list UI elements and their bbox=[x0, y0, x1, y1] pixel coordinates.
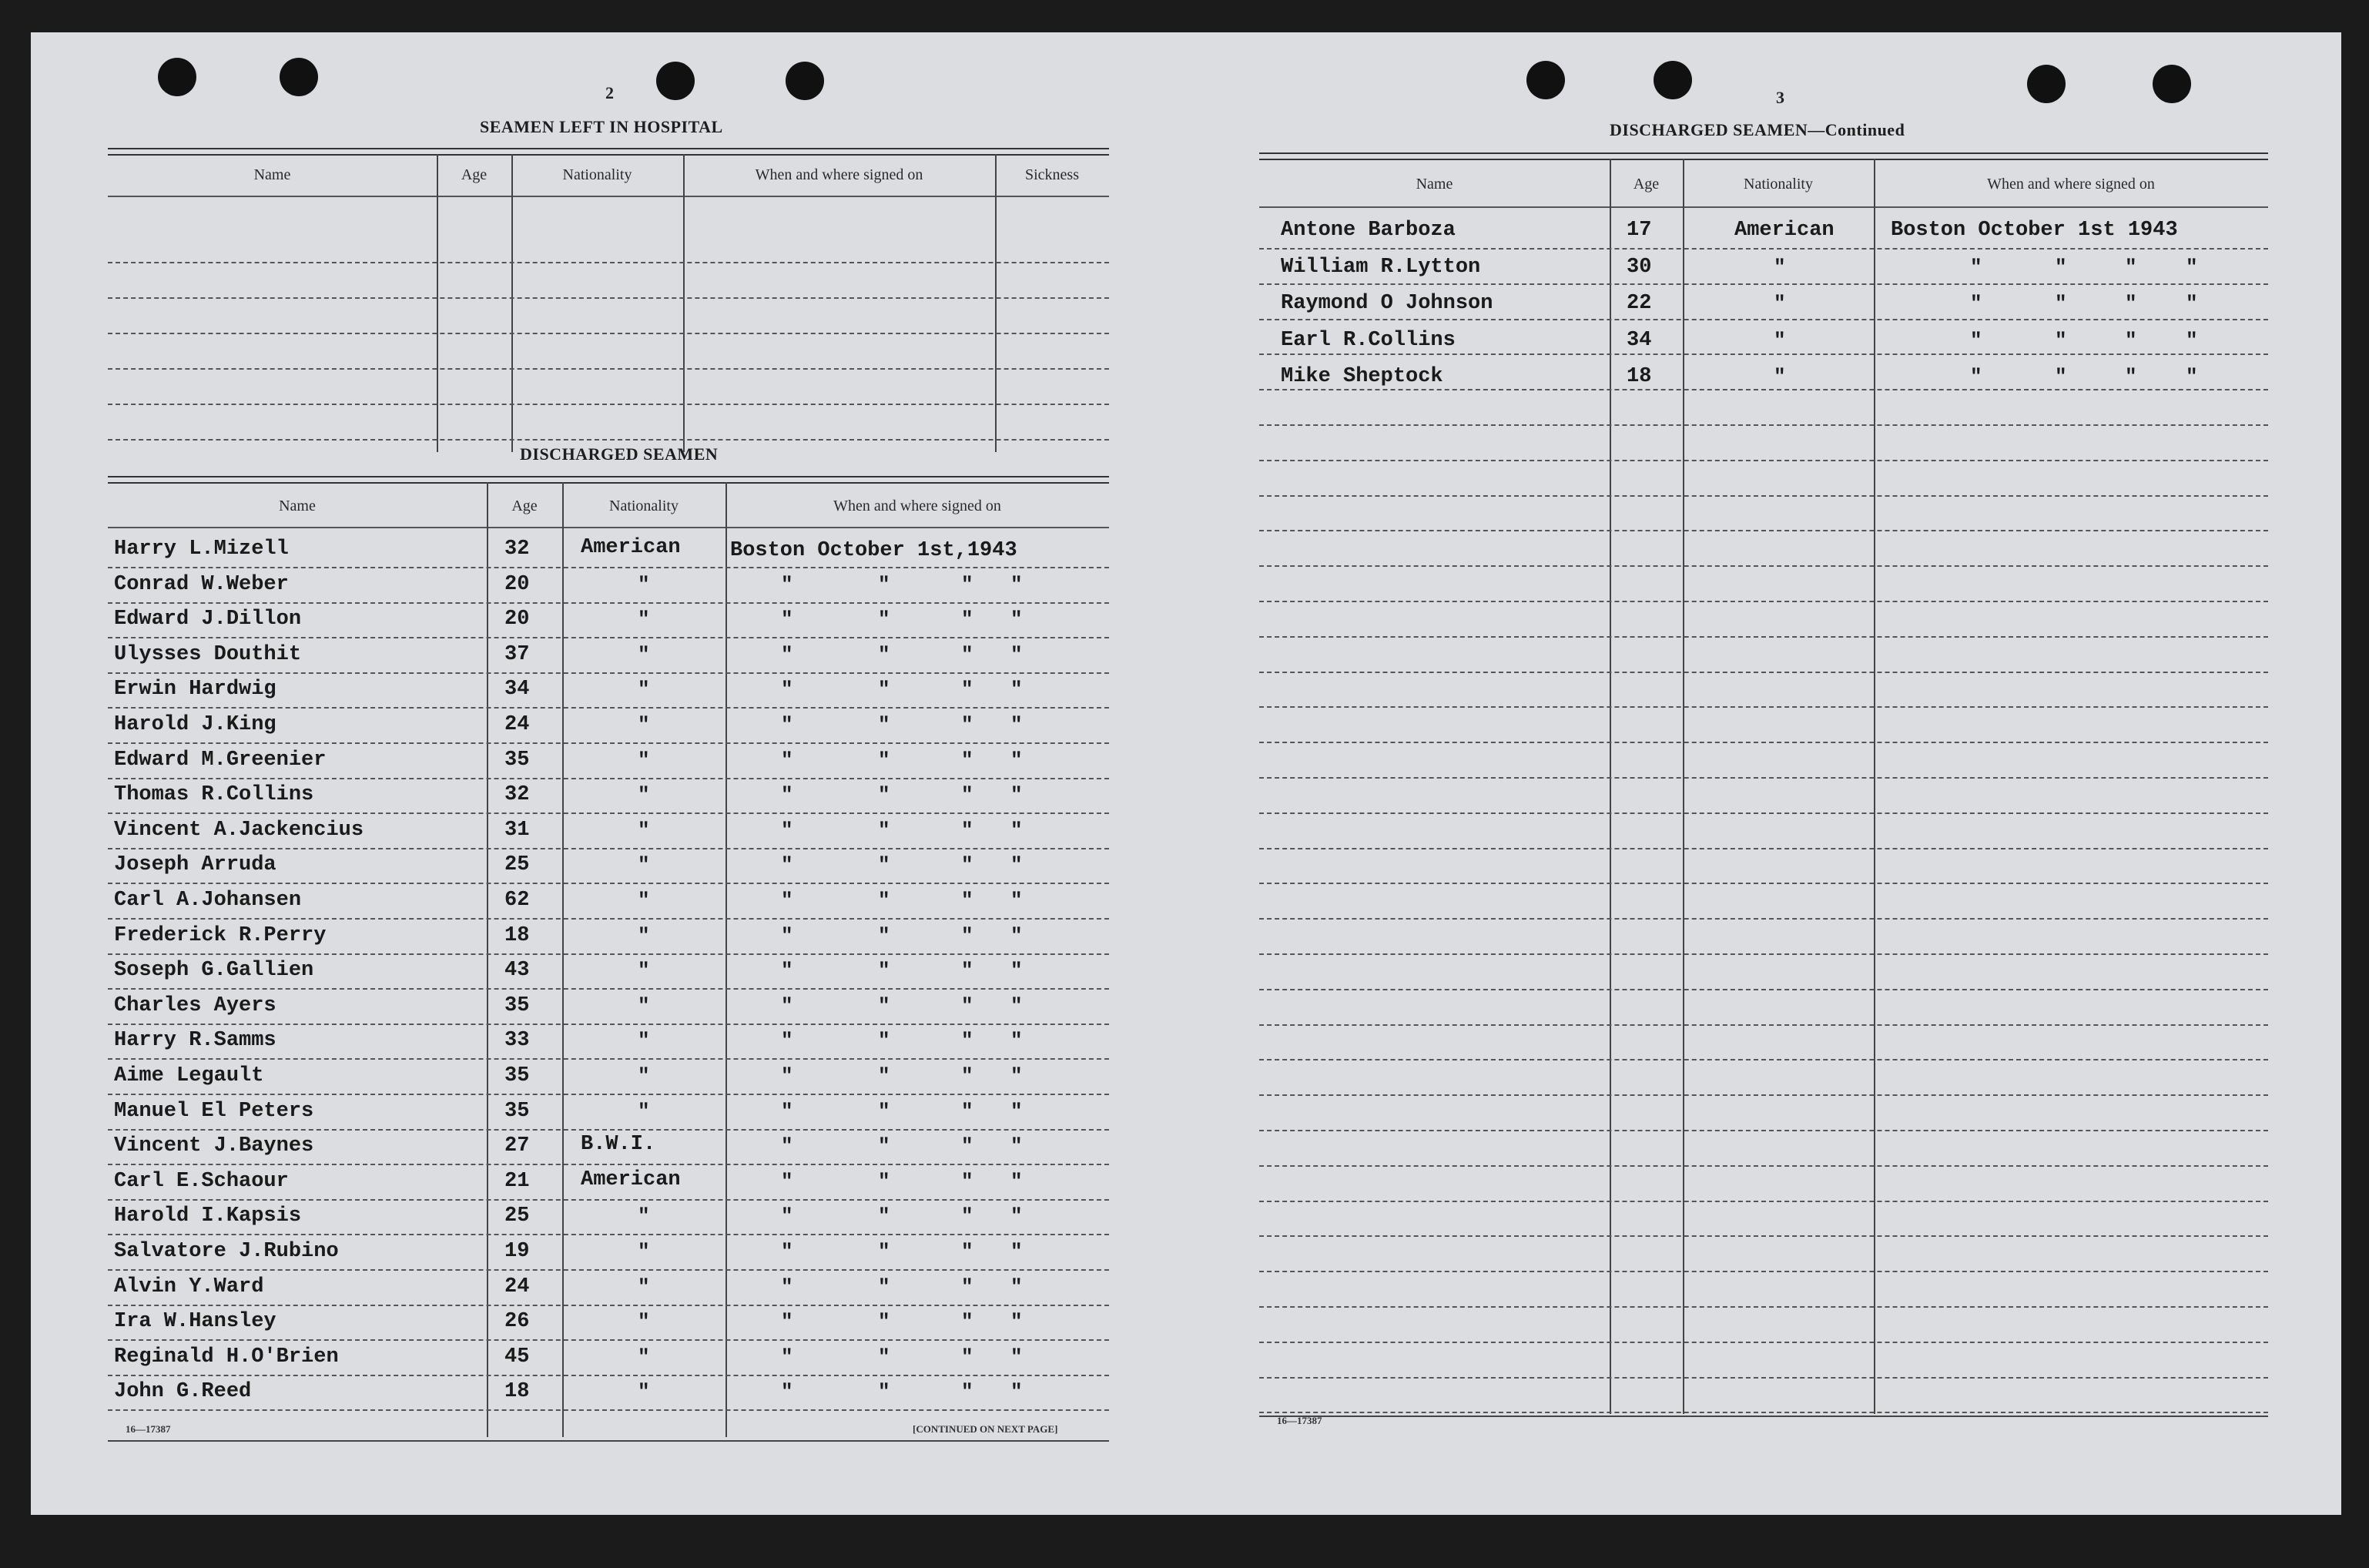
ditto-mark: " bbox=[781, 642, 793, 666]
punch-hole bbox=[2027, 65, 2066, 103]
ditto-mark: " bbox=[1010, 642, 1023, 666]
ditto-mark: " bbox=[961, 608, 973, 632]
ditto-mark: " bbox=[638, 678, 650, 702]
ditto-mark: " bbox=[878, 1134, 890, 1158]
seaman-age: 45 bbox=[504, 1345, 530, 1369]
seaman-name: Aime Legault bbox=[114, 1064, 264, 1087]
col-header-signed-on: When and where signed on bbox=[755, 166, 923, 183]
seaman-age: 18 bbox=[504, 1380, 530, 1404]
seaman-name: Conrad W.Weber bbox=[114, 572, 289, 596]
ditto-mark: " bbox=[961, 1380, 973, 1404]
ditto-mark: " bbox=[1010, 1134, 1023, 1158]
seaman-age: 22 bbox=[1627, 292, 1652, 315]
ditto-mark: " bbox=[878, 1099, 890, 1123]
ditto-mark: " bbox=[781, 1310, 793, 1334]
ditto-mark: " bbox=[878, 748, 890, 772]
title-main: DISCHARGED SEAMEN bbox=[1610, 120, 1808, 139]
seaman-name: Thomas R.Collins bbox=[114, 783, 314, 807]
ditto-mark: " bbox=[878, 572, 890, 596]
punch-hole bbox=[280, 58, 318, 96]
ditto-mark: " bbox=[961, 1275, 973, 1298]
ditto-mark: " bbox=[1970, 328, 1982, 352]
ditto-mark: " bbox=[961, 572, 973, 596]
seaman-age: 32 bbox=[504, 538, 530, 561]
ditto-mark: " bbox=[2055, 255, 2067, 279]
ditto-mark: " bbox=[2055, 365, 2067, 388]
ditto-mark: " bbox=[1010, 713, 1023, 736]
continued-note: [CONTINUED ON NEXT PAGE] bbox=[913, 1423, 1058, 1435]
ditto-mark: " bbox=[961, 993, 973, 1017]
seaman-age: 20 bbox=[504, 572, 530, 596]
ditto-mark: " bbox=[961, 1204, 973, 1228]
col-header-age: Age bbox=[511, 498, 538, 514]
seaman-age: 32 bbox=[504, 783, 530, 807]
ditto-mark: " bbox=[1010, 783, 1023, 807]
ditto-mark: " bbox=[1010, 572, 1023, 596]
ditto-mark: " bbox=[1774, 292, 1786, 315]
ditto-mark: " bbox=[638, 1029, 650, 1053]
ditto-mark: " bbox=[638, 1099, 650, 1123]
ditto-mark: " bbox=[961, 713, 973, 736]
seaman-name: Alvin Y.Ward bbox=[114, 1275, 264, 1298]
col-header-nationality: Nationality bbox=[1744, 176, 1813, 193]
punch-hole bbox=[2153, 65, 2191, 103]
ditto-mark: " bbox=[638, 748, 650, 772]
seaman-name: Carl E.Schaour bbox=[114, 1169, 289, 1193]
seaman-age: 34 bbox=[1627, 328, 1652, 352]
ditto-mark: " bbox=[878, 1169, 890, 1193]
ditto-mark: " bbox=[638, 642, 650, 666]
ditto-mark: " bbox=[2125, 292, 2137, 315]
ditto-mark: " bbox=[781, 1380, 793, 1404]
ditto-mark: " bbox=[638, 572, 650, 596]
ditto-mark: " bbox=[1010, 1169, 1023, 1193]
seaman-age: 43 bbox=[504, 959, 530, 983]
ditto-mark: " bbox=[1010, 1345, 1023, 1369]
seaman-name: Carl A.Johansen bbox=[114, 889, 302, 912]
ditto-mark: " bbox=[781, 1099, 793, 1123]
ditto-mark: " bbox=[781, 959, 793, 983]
ditto-mark: " bbox=[638, 923, 650, 947]
ditto-mark: " bbox=[2055, 292, 2067, 315]
ditto-mark: " bbox=[1010, 1275, 1023, 1298]
ditto-mark: " bbox=[1970, 255, 1982, 279]
ditto-mark: " bbox=[1010, 853, 1023, 877]
page-number: 3 bbox=[1776, 88, 1784, 107]
ditto-mark: " bbox=[878, 818, 890, 842]
ditto-mark: " bbox=[2125, 365, 2137, 388]
seaman-age: 20 bbox=[504, 608, 530, 632]
ditto-mark: " bbox=[2186, 292, 2198, 315]
ditto-mark: " bbox=[1774, 255, 1786, 279]
punch-hole bbox=[158, 58, 196, 96]
ditto-mark: " bbox=[1010, 1310, 1023, 1334]
seaman-nationality: American bbox=[1734, 219, 1835, 242]
col-header-name: Name bbox=[253, 166, 291, 183]
ditto-mark: " bbox=[2055, 328, 2067, 352]
ditto-mark: " bbox=[2186, 365, 2198, 388]
ditto-mark: " bbox=[961, 678, 973, 702]
ditto-mark: " bbox=[638, 993, 650, 1017]
seaman-age: 35 bbox=[504, 748, 530, 772]
form-code: 16—17387 bbox=[126, 1423, 171, 1435]
ditto-mark: " bbox=[961, 748, 973, 772]
ditto-mark: " bbox=[638, 713, 650, 736]
ditto-mark: " bbox=[781, 1064, 793, 1087]
seaman-age: 35 bbox=[504, 1099, 530, 1123]
seaman-name: Ulysses Douthit bbox=[114, 642, 302, 666]
seaman-age: 17 bbox=[1627, 219, 1652, 242]
ditto-mark: " bbox=[781, 608, 793, 632]
ditto-mark: " bbox=[878, 1204, 890, 1228]
ditto-mark: " bbox=[2125, 255, 2137, 279]
seaman-name: Harold J.King bbox=[114, 713, 276, 736]
ditto-mark: " bbox=[961, 1345, 973, 1369]
ditto-mark: " bbox=[961, 1134, 973, 1158]
ditto-mark: " bbox=[1010, 889, 1023, 912]
ditto-mark: " bbox=[1010, 1064, 1023, 1087]
col-header-name: Name bbox=[1416, 176, 1453, 193]
ditto-mark: " bbox=[1010, 748, 1023, 772]
ditto-mark: " bbox=[1010, 1029, 1023, 1053]
seaman-name: Frederick R.Perry bbox=[114, 923, 327, 947]
ditto-mark: " bbox=[1010, 1380, 1023, 1404]
seaman-name: Vincent A.Jackencius bbox=[114, 818, 364, 842]
col-header-sickness: Sickness bbox=[1025, 166, 1079, 183]
discharged-continued-title bbox=[1610, 120, 1905, 140]
page-number: 2 bbox=[605, 83, 614, 102]
ditto-mark: " bbox=[878, 678, 890, 702]
ditto-mark: " bbox=[1010, 1240, 1023, 1263]
ditto-mark: " bbox=[781, 993, 793, 1017]
ditto-mark: " bbox=[961, 1029, 973, 1053]
seaman-name: Reginald H.O'Brien bbox=[114, 1345, 339, 1369]
ditto-mark: " bbox=[638, 1064, 650, 1087]
seaman-age: 35 bbox=[504, 1064, 530, 1087]
ditto-mark: " bbox=[878, 1275, 890, 1298]
ditto-mark: " bbox=[781, 923, 793, 947]
seaman-name: Harold I.Kapsis bbox=[114, 1204, 302, 1228]
seaman-age: 18 bbox=[1627, 365, 1652, 388]
ditto-mark: " bbox=[1010, 959, 1023, 983]
ditto-mark: " bbox=[961, 889, 973, 912]
ditto-mark: " bbox=[878, 1064, 890, 1087]
ditto-mark: " bbox=[878, 1029, 890, 1053]
hospital-section-title: SEAMEN LEFT IN HOSPITAL bbox=[480, 117, 723, 136]
seaman-age: 21 bbox=[504, 1169, 530, 1193]
ditto-mark: " bbox=[961, 1310, 973, 1334]
ditto-mark: " bbox=[638, 1240, 650, 1263]
ditto-mark: " bbox=[781, 1275, 793, 1298]
ditto-mark: " bbox=[638, 853, 650, 877]
seaman-age: 25 bbox=[504, 853, 530, 877]
ditto-mark: " bbox=[1010, 608, 1023, 632]
seaman-age: 35 bbox=[504, 993, 530, 1017]
ditto-mark: " bbox=[2186, 328, 2198, 352]
ditto-mark: " bbox=[781, 783, 793, 807]
seaman-age: 33 bbox=[504, 1029, 530, 1053]
ditto-mark: " bbox=[961, 959, 973, 983]
ditto-mark: " bbox=[961, 1240, 973, 1263]
ditto-mark: " bbox=[2125, 328, 2137, 352]
ditto-mark: " bbox=[781, 748, 793, 772]
seaman-name: Antone Barboza bbox=[1281, 219, 1456, 242]
punch-hole bbox=[656, 62, 695, 100]
seaman-name: Earl R.Collins bbox=[1281, 328, 1456, 352]
seaman-age: 18 bbox=[504, 923, 530, 947]
ditto-mark: " bbox=[878, 1310, 890, 1334]
ditto-mark: " bbox=[638, 1310, 650, 1334]
ditto-mark: " bbox=[878, 923, 890, 947]
seaman-name: Edward M.Greenier bbox=[114, 748, 327, 772]
seaman-nationality: American bbox=[581, 1168, 681, 1191]
ditto-mark: " bbox=[1010, 923, 1023, 947]
col-header-name: Name bbox=[279, 498, 316, 514]
ditto-mark: " bbox=[961, 642, 973, 666]
seaman-name: Manuel El Peters bbox=[114, 1099, 314, 1123]
ditto-mark: " bbox=[781, 1345, 793, 1369]
seaman-age: 34 bbox=[504, 678, 530, 702]
ditto-mark: " bbox=[1010, 1204, 1023, 1228]
seaman-nationality: American bbox=[581, 536, 681, 559]
ditto-mark: " bbox=[961, 1099, 973, 1123]
seaman-name: Mike Sheptock bbox=[1281, 365, 1443, 388]
seaman-age: 27 bbox=[504, 1134, 530, 1158]
ditto-mark: " bbox=[781, 1134, 793, 1158]
seaman-nationality: B.W.I. bbox=[581, 1133, 656, 1157]
ditto-mark: " bbox=[638, 959, 650, 983]
seaman-name: Raymond O Johnson bbox=[1281, 292, 1493, 315]
ditto-mark: " bbox=[781, 1204, 793, 1228]
ditto-mark: " bbox=[1774, 328, 1786, 352]
ditto-mark: " bbox=[1010, 678, 1023, 702]
ditto-mark: " bbox=[1970, 292, 1982, 315]
ditto-mark: " bbox=[961, 1064, 973, 1087]
seaman-name: Salvatore J.Rubino bbox=[114, 1240, 339, 1263]
ditto-mark: " bbox=[2186, 255, 2198, 279]
hospital-table bbox=[108, 148, 1109, 452]
seaman-name: Ira W.Hansley bbox=[114, 1310, 276, 1334]
ditto-mark: " bbox=[638, 608, 650, 632]
col-header-signed-on: When and where signed on bbox=[833, 498, 1001, 514]
seaman-age: 24 bbox=[504, 1275, 530, 1298]
seaman-age: 25 bbox=[504, 1204, 530, 1228]
punch-hole bbox=[786, 62, 824, 100]
ditto-mark: " bbox=[1970, 365, 1982, 388]
ditto-mark: " bbox=[638, 1380, 650, 1404]
form-code: 16—17387 bbox=[1277, 1415, 1322, 1426]
ditto-mark: " bbox=[638, 1204, 650, 1228]
ditto-mark: " bbox=[878, 713, 890, 736]
seaman-name: Harry R.Samms bbox=[114, 1029, 276, 1053]
ditto-mark: " bbox=[878, 642, 890, 666]
signed-on: Boston October 1st 1943 bbox=[1891, 219, 2178, 242]
seaman-name: Soseph G.Gallien bbox=[114, 959, 314, 983]
col-header-nationality: Nationality bbox=[562, 166, 632, 183]
ditto-mark: " bbox=[878, 783, 890, 807]
signed-on: Boston October 1st,1943 bbox=[730, 539, 1017, 562]
seaman-name: Edward J.Dillon bbox=[114, 608, 302, 632]
seaman-name: John G.Reed bbox=[114, 1380, 252, 1404]
seaman-name: Erwin Hardwig bbox=[114, 678, 276, 702]
seaman-age: 30 bbox=[1627, 255, 1652, 279]
discharged-section-title: DISCHARGED SEAMEN bbox=[520, 444, 719, 464]
ditto-mark: " bbox=[781, 713, 793, 736]
seaman-age: 31 bbox=[504, 818, 530, 842]
ditto-mark: " bbox=[961, 783, 973, 807]
seaman-name: Harry L.Mizell bbox=[114, 538, 289, 561]
ditto-mark: " bbox=[1010, 818, 1023, 842]
ditto-mark: " bbox=[878, 1380, 890, 1404]
seaman-name: Vincent J.Baynes bbox=[114, 1134, 314, 1158]
ditto-mark: " bbox=[1774, 365, 1786, 388]
ditto-mark: " bbox=[878, 1240, 890, 1263]
col-header-nationality: Nationality bbox=[609, 498, 679, 514]
ditto-mark: " bbox=[878, 993, 890, 1017]
ditto-mark: " bbox=[961, 1169, 973, 1193]
seaman-name: Joseph Arruda bbox=[114, 853, 276, 877]
ditto-mark: " bbox=[1010, 1099, 1023, 1123]
ditto-mark: " bbox=[781, 853, 793, 877]
ditto-mark: " bbox=[878, 608, 890, 632]
col-header-age: Age bbox=[461, 166, 488, 183]
col-header-age: Age bbox=[1633, 176, 1660, 193]
discharged-continued-table bbox=[1259, 152, 2268, 1416]
seaman-age: 37 bbox=[504, 642, 530, 666]
ditto-mark: " bbox=[961, 853, 973, 877]
seaman-age: 24 bbox=[504, 713, 530, 736]
ditto-mark: " bbox=[781, 1240, 793, 1263]
ditto-mark: " bbox=[781, 1029, 793, 1053]
ditto-mark: " bbox=[781, 889, 793, 912]
ditto-mark: " bbox=[1010, 993, 1023, 1017]
seaman-name: Charles Ayers bbox=[114, 993, 276, 1017]
ditto-mark: " bbox=[638, 889, 650, 912]
discharged-table bbox=[108, 476, 1109, 1439]
ditto-mark: " bbox=[781, 678, 793, 702]
ditto-mark: " bbox=[878, 959, 890, 983]
register-sheet bbox=[31, 32, 2341, 1515]
ditto-mark: " bbox=[781, 818, 793, 842]
punch-hole bbox=[1526, 61, 1565, 99]
ditto-mark: " bbox=[878, 889, 890, 912]
ditto-mark: " bbox=[878, 853, 890, 877]
ditto-mark: " bbox=[638, 783, 650, 807]
ditto-mark: " bbox=[638, 1345, 650, 1369]
ditto-mark: " bbox=[781, 1169, 793, 1193]
ditto-mark: " bbox=[638, 1275, 650, 1298]
ditto-mark: " bbox=[638, 818, 650, 842]
ditto-mark: " bbox=[961, 818, 973, 842]
seaman-age: 26 bbox=[504, 1310, 530, 1334]
ditto-mark: " bbox=[878, 1345, 890, 1369]
seaman-name: William R.Lytton bbox=[1281, 255, 1481, 279]
ditto-mark: " bbox=[961, 923, 973, 947]
seaman-age: 62 bbox=[504, 889, 530, 912]
ditto-mark: " bbox=[781, 572, 793, 596]
title-suffix: —Continued bbox=[1808, 120, 1905, 139]
col-header-signed-on: When and where signed on bbox=[1987, 176, 2155, 193]
seaman-age: 19 bbox=[504, 1240, 530, 1263]
punch-hole bbox=[1654, 61, 1692, 99]
